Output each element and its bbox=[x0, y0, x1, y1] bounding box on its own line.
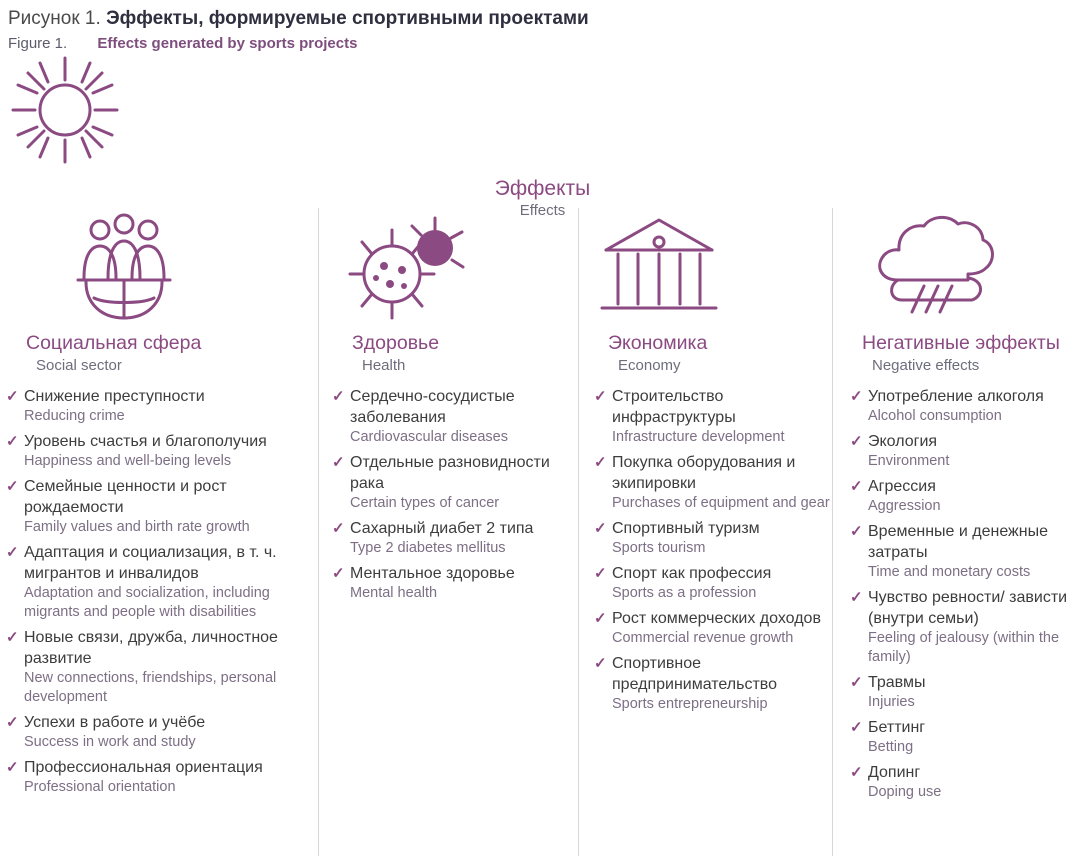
list-item-ru: Профессиональная ориентация bbox=[24, 759, 263, 776]
check-icon: ✓ bbox=[850, 478, 863, 495]
list-item-en: Happiness and well-being levels bbox=[24, 453, 232, 469]
list-item-en: Commercial revenue growth bbox=[612, 630, 794, 646]
column-title-en: Social sector bbox=[36, 357, 122, 374]
list-item bbox=[594, 386, 840, 447]
list-item-ru: Спортивный туризм bbox=[612, 520, 760, 537]
list-item-ru: Спорт как профессия bbox=[612, 565, 772, 582]
check-icon: ✓ bbox=[594, 454, 607, 471]
list-item-en: Professional orientation bbox=[24, 779, 176, 795]
check-icon: ✓ bbox=[6, 388, 19, 405]
check-icon: ✓ bbox=[6, 714, 19, 731]
check-icon: ✓ bbox=[6, 433, 19, 450]
check-icon: ✓ bbox=[332, 565, 345, 582]
list-item bbox=[6, 386, 322, 426]
list-item bbox=[6, 712, 322, 752]
check-icon: ✓ bbox=[850, 589, 863, 606]
list-item-ru: Отдельные разновидности рака bbox=[350, 454, 550, 492]
check-icon: ✓ bbox=[850, 674, 863, 691]
list-item-ru: Уровень счастья и благополучия bbox=[24, 433, 267, 450]
check-icon: ✓ bbox=[6, 759, 19, 776]
check-icon: ✓ bbox=[594, 565, 607, 582]
list-item-en: Reducing crime bbox=[24, 408, 125, 424]
list-item bbox=[332, 563, 584, 603]
list-item-ru: Беттинг bbox=[868, 719, 926, 736]
virus-icon bbox=[332, 205, 584, 330]
rain-cloud-icon bbox=[850, 205, 1085, 330]
list-item-ru: Новые связи, дружба, личностное развитие bbox=[24, 629, 278, 667]
column-health bbox=[322, 205, 584, 608]
check-icon: ✓ bbox=[6, 544, 19, 561]
list-item-en: Family values and birth rate growth bbox=[24, 519, 250, 535]
list-item-en: Certain types of cancer bbox=[350, 495, 500, 511]
list-item-en: New connections, friendships, personal development bbox=[24, 670, 277, 705]
list-item-ru: Рост коммерческих доходов bbox=[612, 610, 821, 627]
list-item-en: Betting bbox=[868, 739, 914, 755]
figure-label-en: Figure 1. bbox=[8, 35, 68, 52]
list-item-ru: Снижение преступности bbox=[24, 388, 205, 405]
list-item bbox=[6, 431, 322, 471]
list-item bbox=[332, 518, 584, 558]
list-item-ru: Покупка оборудования и экипировки bbox=[612, 454, 796, 492]
list-item bbox=[6, 476, 322, 537]
list-item bbox=[850, 476, 1085, 516]
column-title-ru: Экономика bbox=[608, 332, 708, 354]
list-item bbox=[594, 653, 840, 714]
list-item-en: Doping use bbox=[868, 784, 942, 800]
list-item-ru: Спортивное предпринимательство bbox=[612, 655, 777, 693]
list-item-ru: Экология bbox=[868, 433, 938, 450]
list-item bbox=[850, 431, 1085, 471]
list-item bbox=[6, 627, 322, 707]
column-title-en: Economy bbox=[618, 357, 681, 374]
list-item-en: Cardiovascular diseases bbox=[350, 429, 508, 445]
figure-title-en: Effects generated by sports projects bbox=[97, 35, 358, 52]
list-item-en: Type 2 diabetes mellitus bbox=[350, 540, 506, 556]
bank-building-icon bbox=[594, 205, 840, 330]
column-economy bbox=[584, 205, 840, 719]
list-item bbox=[332, 452, 584, 513]
figure-caption-ru bbox=[8, 6, 1085, 32]
list-item-en: Mental health bbox=[350, 585, 438, 601]
list-item-ru: Травмы bbox=[868, 674, 926, 691]
list-item-en: Time and monetary costs bbox=[868, 564, 1031, 580]
list-item bbox=[850, 521, 1085, 582]
list-item-ru: Сахарный диабет 2 типа bbox=[350, 520, 534, 537]
check-icon: ✓ bbox=[332, 388, 345, 405]
figure-header bbox=[0, 0, 1085, 55]
column-title-ru: Здоровье bbox=[352, 332, 440, 354]
figure-label-ru: Рисунок 1. bbox=[8, 8, 101, 29]
list-item-ru: Строительство инфраструктуры bbox=[612, 388, 736, 426]
check-icon: ✓ bbox=[6, 629, 19, 646]
center-title-ru: Эффекты bbox=[494, 177, 591, 200]
list-item-ru: Адаптация и социализация, в т. ч. мигрантов и инвалидов bbox=[24, 544, 277, 582]
column-social-sector bbox=[0, 205, 322, 802]
column-title-en: Negative effects bbox=[872, 357, 980, 374]
sun-icon bbox=[0, 52, 1085, 172]
list-item bbox=[850, 587, 1085, 667]
list-item-ru: Временные и денежные затраты bbox=[868, 523, 1048, 561]
list-item-ru: Агрессия bbox=[868, 478, 936, 495]
center-title-en: Effects bbox=[519, 202, 566, 219]
list-item bbox=[594, 608, 840, 648]
list-item bbox=[594, 452, 840, 513]
check-icon: ✓ bbox=[6, 478, 19, 495]
check-icon: ✓ bbox=[594, 388, 607, 405]
list-item-en: Success in work and study bbox=[24, 734, 196, 750]
list-item-en: Alcohol consumption bbox=[868, 408, 1002, 424]
check-icon: ✓ bbox=[850, 388, 863, 405]
column-title-ru: Социальная сфера bbox=[26, 332, 202, 354]
people-group-icon bbox=[6, 205, 322, 330]
list-item bbox=[594, 518, 840, 558]
check-icon: ✓ bbox=[594, 610, 607, 627]
list-item-ru: Допинг bbox=[868, 764, 921, 781]
list-item-en: Sports tourism bbox=[612, 540, 706, 556]
list-item-en: Sports as a profession bbox=[612, 585, 757, 601]
list-item bbox=[850, 386, 1085, 426]
check-icon: ✓ bbox=[594, 655, 607, 672]
column-negative-effects bbox=[840, 205, 1085, 807]
list-item-en: Infrastructure development bbox=[612, 429, 785, 445]
list-item-ru: Успехи в работе и учёбе bbox=[24, 714, 206, 731]
list-item-ru: Употребление алкоголя bbox=[868, 388, 1044, 405]
list-item-en: Injuries bbox=[868, 694, 915, 710]
list-item bbox=[850, 717, 1085, 757]
list-item bbox=[6, 542, 322, 622]
check-icon: ✓ bbox=[332, 520, 345, 537]
list-item-en: Adaptation and socialization, including migrants and people with disabilities bbox=[24, 585, 270, 620]
list-item-en: Sports entrepreneurship bbox=[612, 696, 768, 712]
list-item bbox=[6, 757, 322, 797]
list-item bbox=[332, 386, 584, 447]
center-effects-block bbox=[0, 52, 1085, 221]
list-item bbox=[850, 762, 1085, 802]
check-icon: ✓ bbox=[332, 454, 345, 471]
check-icon: ✓ bbox=[850, 523, 863, 540]
list-item-ru: Ментальное здоровье bbox=[350, 565, 515, 582]
column-title-en: Health bbox=[362, 357, 406, 374]
list-item-en: Environment bbox=[868, 453, 950, 469]
check-icon: ✓ bbox=[850, 719, 863, 736]
list-item-ru: Чувство ревности/ зависти (внутри семьи) bbox=[868, 589, 1068, 627]
list-item bbox=[850, 672, 1085, 712]
list-item-ru: Семейные ценности и рост рождаемости bbox=[24, 478, 227, 516]
check-icon: ✓ bbox=[594, 520, 607, 537]
figure-title-ru: Эффекты, формируемые спортивными проектами bbox=[106, 8, 589, 29]
list-item bbox=[594, 563, 840, 603]
list-item-en: Purchases of equipment and gear bbox=[612, 495, 830, 511]
list-item-en: Aggression bbox=[868, 498, 941, 514]
list-item-en: Feeling of jealousy (within the family) bbox=[868, 630, 1060, 665]
column-title-ru: Негативные эффекты bbox=[862, 332, 1060, 354]
check-icon: ✓ bbox=[850, 433, 863, 450]
check-icon: ✓ bbox=[850, 764, 863, 781]
columns-container bbox=[0, 205, 1085, 807]
list-item-ru: Сердечно-сосудистые заболевания bbox=[350, 388, 515, 426]
